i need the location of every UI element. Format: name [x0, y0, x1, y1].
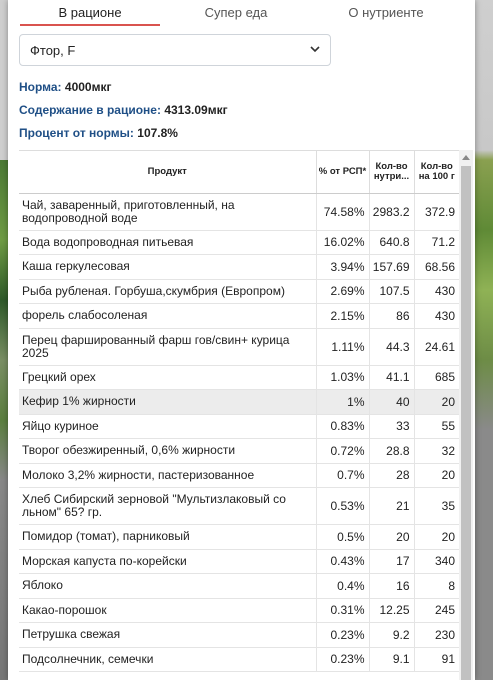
percent-value: 107.8% — [137, 126, 178, 140]
amount-cell: 33 — [369, 414, 414, 439]
table-row[interactable] — [19, 414, 459, 439]
percent-cell: 0.5% — [316, 525, 369, 550]
percent-cell: 2.15% — [316, 304, 369, 329]
active-tab-indicator — [20, 24, 160, 26]
content-value: 4313.09мкг — [164, 103, 228, 117]
per100-cell: 71.2 — [414, 230, 459, 255]
tab-super-food[interactable]: Супер еда — [204, 5, 268, 20]
nutrient-select[interactable] — [19, 34, 331, 66]
per100-cell: 340 — [414, 549, 459, 574]
amount-cell: 2983.2 — [369, 193, 414, 230]
percent-cell: 3.94% — [316, 255, 369, 280]
table-row[interactable] — [19, 439, 459, 464]
table-row[interactable] — [19, 304, 459, 329]
amount-cell: 28.8 — [369, 439, 414, 464]
background-left — [0, 0, 8, 680]
percent-cell: 1.03% — [316, 365, 369, 390]
per100-cell: 245 — [414, 598, 459, 623]
product-name: Рыба рубленая. Горбуша,скумбрия (Европром) — [19, 279, 316, 304]
amount-cell: 9.1 — [369, 647, 414, 672]
chevron-down-icon — [308, 42, 322, 56]
amount-cell: 107.5 — [369, 279, 414, 304]
percent-label: Процент от нормы: — [19, 126, 134, 140]
per100-cell: 35 — [414, 488, 459, 525]
product-name: Морская капуста по-корейски — [19, 549, 316, 574]
per100-cell: 430 — [414, 279, 459, 304]
header-amount[interactable]: Кол-во нутри... — [369, 151, 414, 193]
table-row[interactable] — [19, 488, 459, 525]
percent-cell: 16.02% — [316, 230, 369, 255]
percent-cell: 1% — [316, 390, 369, 415]
table-row[interactable] — [19, 574, 459, 599]
products-table-container — [19, 150, 459, 680]
product-name: Чай, заваренный, приготовленный, на водопроводной воде — [19, 193, 316, 230]
per100-cell: 8 — [414, 574, 459, 599]
product-name: Яблоко — [19, 574, 316, 599]
product-name: форель слабосоленая — [19, 304, 316, 329]
amount-cell: 44.3 — [369, 328, 414, 365]
table-row[interactable] — [19, 598, 459, 623]
amount-cell: 17 — [369, 549, 414, 574]
product-name: Вода водопроводная питьевая — [19, 230, 316, 255]
table-row[interactable] — [19, 647, 459, 672]
norm-label: Норма: — [19, 80, 62, 94]
per100-cell: 372.9 — [414, 193, 459, 230]
product-name: Молоко 3,2% жирности, пастеризованное — [19, 463, 316, 488]
percent-cell: 0.4% — [316, 574, 369, 599]
scrollbar-thumb[interactable] — [461, 166, 471, 680]
product-name: Перец фаршированный фарш гов/свин+ курица 2025 — [19, 328, 316, 365]
products-table — [19, 151, 459, 672]
product-name: Подсолнечник, семечки — [19, 647, 316, 672]
amount-cell: 41.1 — [369, 365, 414, 390]
percent-cell: 0.23% — [316, 623, 369, 648]
table-row[interactable] — [19, 623, 459, 648]
percent-cell: 0.7% — [316, 463, 369, 488]
percent-cell: 0.53% — [316, 488, 369, 525]
nutrient-select-value: Фтор, F — [30, 43, 76, 58]
product-name: Творог обезжиренный, 0,6% жирности — [19, 439, 316, 464]
content-line — [19, 103, 228, 117]
product-name: Грецкий орех — [19, 365, 316, 390]
per100-cell: 24.61 — [414, 328, 459, 365]
product-name: Какао-порошок — [19, 598, 316, 623]
product-name: Кефир 1% жирности — [19, 390, 316, 415]
percent-cell: 1.11% — [316, 328, 369, 365]
product-name: Каша геркулесовая — [19, 255, 316, 280]
table-scrollbar[interactable] — [459, 150, 473, 680]
per100-cell: 68.56 — [414, 255, 459, 280]
percent-cell: 2.69% — [316, 279, 369, 304]
amount-cell: 86 — [369, 304, 414, 329]
per100-cell: 230 — [414, 623, 459, 648]
amount-cell: 9.2 — [369, 623, 414, 648]
per100-cell: 55 — [414, 414, 459, 439]
table-row[interactable] — [19, 463, 459, 488]
product-name: Хлеб Сибирский зерновой "Мультизлаковый со льном" 65? гр. — [19, 488, 316, 525]
table-row[interactable] — [19, 255, 459, 280]
table-row[interactable] — [19, 549, 459, 574]
table-row-highlighted[interactable] — [19, 390, 459, 415]
header-product[interactable]: Продукт — [19, 151, 316, 193]
table-row[interactable] — [19, 525, 459, 550]
percent-cell: 0.31% — [316, 598, 369, 623]
per100-cell: 32 — [414, 439, 459, 464]
content-label: Содержание в рационе: — [19, 103, 161, 117]
per100-cell: 20 — [414, 390, 459, 415]
tab-in-diet[interactable]: В рационе — [58, 5, 122, 20]
header-percent-rsp[interactable]: % от РСП* — [316, 151, 369, 193]
product-name: Помидор (томат), парниковый — [19, 525, 316, 550]
per100-cell: 20 — [414, 525, 459, 550]
chevron-up-icon[interactable] — [459, 152, 473, 164]
percent-cell: 74.58% — [316, 193, 369, 230]
background-right — [473, 0, 493, 680]
percent-line — [19, 126, 178, 140]
amount-cell: 28 — [369, 463, 414, 488]
amount-cell: 12.25 — [369, 598, 414, 623]
table-row[interactable] — [19, 230, 459, 255]
percent-cell: 0.43% — [316, 549, 369, 574]
tab-about-nutrient[interactable]: О нутриенте — [348, 5, 424, 20]
table-row[interactable] — [19, 279, 459, 304]
table-row[interactable] — [19, 365, 459, 390]
header-per-100g[interactable]: Кол-во на 100 г — [414, 151, 459, 193]
table-row[interactable] — [19, 193, 459, 230]
table-row[interactable] — [19, 328, 459, 365]
per100-cell: 430 — [414, 304, 459, 329]
percent-cell: 0.83% — [316, 414, 369, 439]
percent-cell: 0.72% — [316, 439, 369, 464]
per100-cell: 91 — [414, 647, 459, 672]
norm-value: 4000мкг — [64, 80, 112, 94]
tab-bar — [8, 0, 475, 28]
per100-cell: 685 — [414, 365, 459, 390]
product-name: Петрушка свежая — [19, 623, 316, 648]
percent-cell: 0.23% — [316, 647, 369, 672]
amount-cell: 40 — [369, 390, 414, 415]
amount-cell: 20 — [369, 525, 414, 550]
amount-cell: 21 — [369, 488, 414, 525]
nutrient-panel — [8, 0, 475, 680]
amount-cell: 157.69 — [369, 255, 414, 280]
amount-cell: 16 — [369, 574, 414, 599]
amount-cell: 640.8 — [369, 230, 414, 255]
product-name: Яйцо куриное — [19, 414, 316, 439]
per100-cell: 20 — [414, 463, 459, 488]
norm-line — [19, 80, 111, 94]
